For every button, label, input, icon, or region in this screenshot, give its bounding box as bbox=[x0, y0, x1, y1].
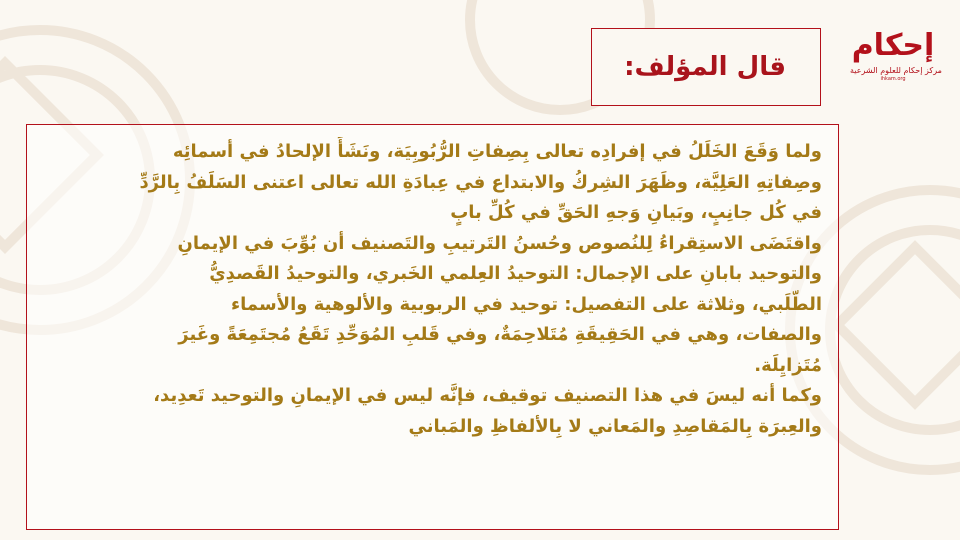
body-line: وكما أنه ليسَ في هذا التصنيف توقيف، فإنَّه ليس في الإيمانِ والتوحيد تَعدِيد، bbox=[153, 385, 822, 406]
body-line: الطَّلَبي، وثلاثة على التفصيل: توحيد في الربوبية والألوهية والأسماء bbox=[230, 293, 822, 315]
logo bbox=[850, 28, 942, 92]
page-title: قال المؤلف: bbox=[624, 52, 786, 82]
body-line: والصفات، وهي في الحَقِيقَةِ مُتَلاحِمَةٌ، وفي قَلبِ المُوَحِّدِ تَقَعُ مُجتَمِعَةً وغَيرَ bbox=[178, 324, 822, 345]
body-line: واقتَضَى الاستِقراءُ لِلنُصوص وحُسنُ التَرتيبِ والتَصنيف أن بُوِّبَ في الإيمانِ bbox=[177, 232, 822, 254]
logo-subtitle: مركز إحكام للعلوم الشرعية bbox=[850, 66, 942, 75]
logo-mark: إحكام bbox=[851, 28, 935, 63]
body-line: في كُل جانِبٍ، وبَيانِ وَجهِ الحَقِّ في كُلِّ بابٍ bbox=[450, 202, 822, 223]
body-line: والعِبرَة بِالمَقاصِدِ والمَعاني لا بِالألفاظِ والمَباني bbox=[408, 415, 822, 437]
body-line: مُتَزايِلَة. bbox=[754, 354, 822, 376]
logo-url: ihkam.org bbox=[880, 76, 906, 82]
quote-box bbox=[26, 124, 839, 530]
title-box bbox=[591, 28, 821, 106]
body-line: ولما وَقَعَ الخَلَلُ في إفرادِه تعالى بِصِفاتِ الرُّبُوبِيَة، ونَشَأَ الإلحادُ في أسمائِه bbox=[172, 141, 822, 162]
body-line: والتوحيد بابانِ على الإجمال: التوحيدُ العِلمي الخَبري، والتوحيدُ القَصدِيُّ bbox=[209, 263, 822, 284]
body-line: وصِفاتِهِ العَلِيَّة، وظَهَرَ الشِركُ والابتداع في عِبادَةِ الله تعالى اعتنى السَلَفُ بِالرَّدِّ bbox=[139, 171, 822, 193]
